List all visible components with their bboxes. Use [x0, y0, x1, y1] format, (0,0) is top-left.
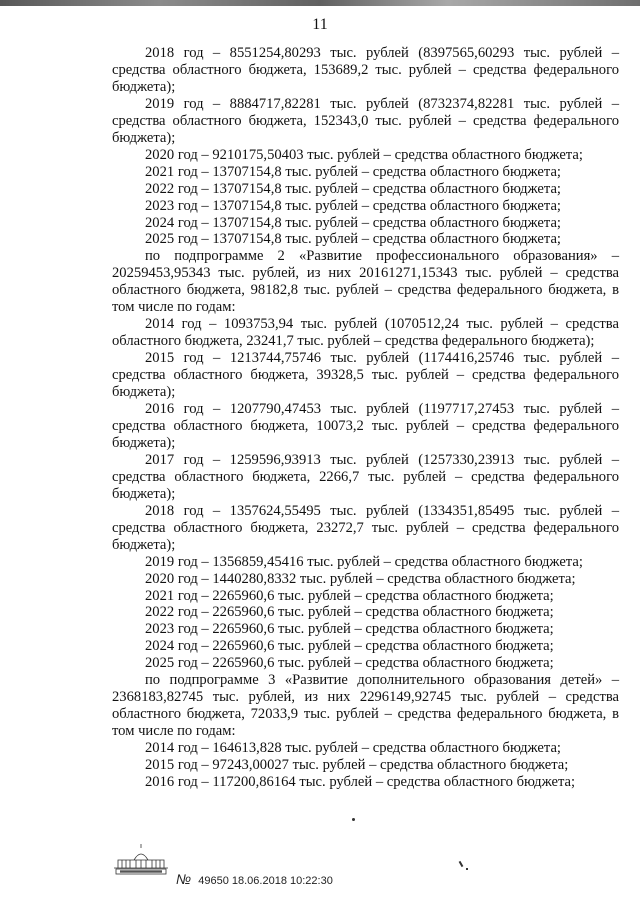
paragraph: 2014 год – 164613,828 тыс. рублей – средства областного бюджета; — [145, 740, 561, 757]
registration-mark: № — [176, 871, 192, 887]
scan-speck — [466, 868, 468, 870]
paragraph: 2023 год – 13707154,8 тыс. рублей – средства областного бюджета; — [145, 197, 561, 214]
scan-speck — [459, 861, 464, 867]
paragraph: 2020 год – 9210175,50403 тыс. рублей – средства областного бюджета; — [145, 146, 583, 163]
paragraph: 2019 год – 1356859,45416 тыс. рублей – средства областного бюджета; — [145, 553, 583, 570]
paragraph: 2016 год – 1207790,47453 тыс. рублей (1197717,27453 тыс. рублей – средства областного бюджета, 10073,2 тыс. рублей – средства федерального бюджета); — [112, 401, 619, 451]
paragraph: 2021 год – 13707154,8 тыс. рублей – средства областного бюджета; — [145, 163, 561, 180]
scan-speck — [352, 818, 355, 821]
registration-line — [176, 871, 333, 887]
paragraph: 2015 год – 1213744,75746 тыс. рублей (1174416,25746 тыс. рублей – средства областного бюджета, 39328,5 тыс. рублей – средства федерального бюджета); — [112, 350, 619, 401]
scan-top-edge — [0, 0, 640, 6]
paragraph: 2014 год – 1093753,94 тыс. рублей (1070512,24 тыс. рублей – средства областного бюджета, 23241,7 тыс. рублей – средства федерального бюджета); — [112, 316, 619, 350]
paragraph: 2021 год – 2265960,6 тыс. рублей – средства областного бюджета; — [145, 587, 554, 604]
paragraph: 2024 год – 13707154,8 тыс. рублей – средства областного бюджета; — [145, 214, 561, 231]
paragraph: по подпрограмме 3 «Развитие дополнительного образования детей» – 2368183,82745 тыс. рублей, из них 2296149,92745 тыс. рублей – средства областного бюджета, 72033,9 тыс. рублей – средства федерального бюджета, в том числе по годам: — [112, 672, 619, 740]
paragraph: 2024 год – 2265960,6 тыс. рублей – средства областного бюджета; — [145, 638, 554, 655]
paragraph: 2022 год – 13707154,8 тыс. рублей – средства областного бюджета; — [145, 180, 561, 197]
registration-text: 49650 18.06.2018 10:22:30 — [198, 875, 333, 887]
paragraph: 2025 год – 13707154,8 тыс. рублей – средства областного бюджета; — [145, 231, 561, 248]
paragraph: 2019 год – 8884717,82281 тыс. рублей (8732374,82281 тыс. рублей – средства областного бюджета, 152343,0 тыс. рублей – средства федерального бюджета); — [112, 95, 619, 146]
paragraph: 2020 год – 1440280,8332 тыс. рублей – средства областного бюджета; — [145, 570, 576, 587]
paragraph: 2018 год – 8551254,80293 тыс. рублей (8397565,60293 тыс. рублей – средства областного бюджета, 153689,2 тыс. рублей – средства федерального бюджета); — [112, 45, 619, 95]
paragraph: 2022 год – 2265960,6 тыс. рублей – средства областного бюджета; — [145, 604, 554, 621]
building-stamp-logo — [110, 842, 172, 876]
document-body — [112, 45, 619, 791]
paragraph: 2018 год – 1357624,55495 тыс. рублей (1334351,85495 тыс. рублей – средства областного бюджета, 23272,7 тыс. рублей – средства федерального бюджета); — [112, 502, 619, 553]
paragraph: 2016 год – 117200,86164 тыс. рублей – средства областного бюджета; — [145, 773, 576, 790]
paragraph: 2015 год – 97243,00027 тыс. рублей – средства областного бюджета; — [145, 757, 569, 774]
paragraph: 2025 год – 2265960,6 тыс. рублей – средства областного бюджета; — [145, 655, 554, 672]
page-number: 11 — [312, 16, 328, 33]
paragraph: 2023 год – 2265960,6 тыс. рублей – средства областного бюджета; — [145, 621, 554, 638]
paragraph: 2017 год – 1259596,93913 тыс. рублей (1257330,23913 тыс. рублей – средства областного бюджета, 2266,7 тыс. рублей – средства федерального бюджета); — [112, 451, 619, 502]
paragraph: по подпрограмме 2 «Развитие профессионального образования» – 20259453,95343 тыс. рублей, из них 20161271,15343 тыс. рублей – средства областного бюджета, 98182,8 тыс. рублей – средства федерального бюджета, в том числе по годам: — [112, 248, 619, 316]
